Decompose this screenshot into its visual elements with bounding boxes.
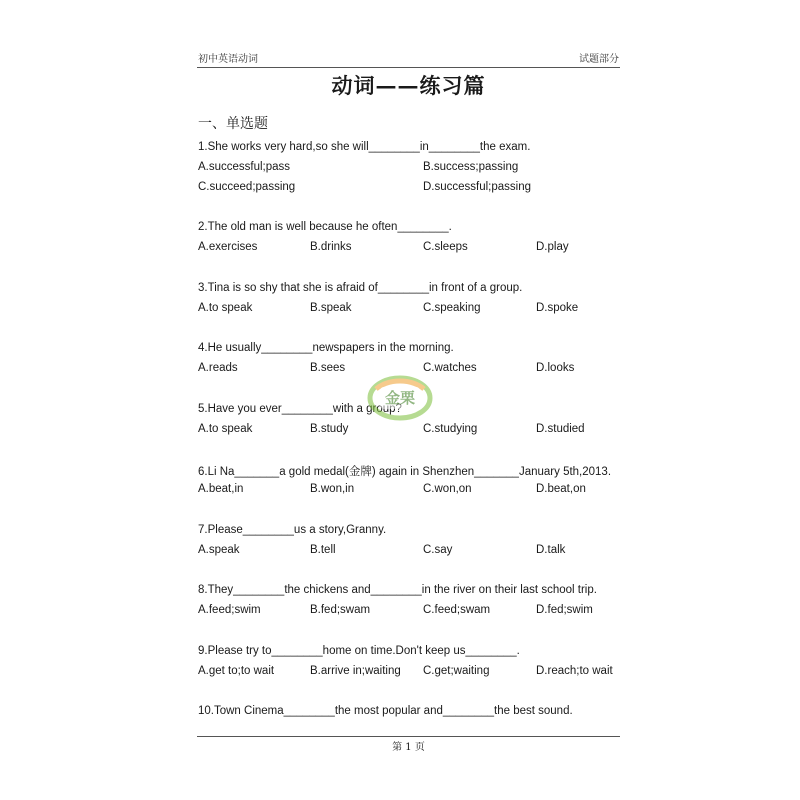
option-6b: B.won,in <box>310 483 355 495</box>
question-10: 10.Town Cinema________the most popular and________the best sound. <box>198 705 573 717</box>
option-3c: C.speaking <box>423 302 481 314</box>
question-4: 4.He usually________newspapers in the morning. <box>198 342 454 354</box>
option-1c: C.succeed;passing <box>198 181 296 193</box>
question-6: 6.Li Na_______a gold medal(金牌) again in Shenzhen_______January 5th,2013. <box>198 466 612 478</box>
watermark-logo <box>366 375 434 421</box>
option-2c: C.sleeps <box>423 241 468 253</box>
option-9a: A.get to;to wait <box>198 665 275 677</box>
option-2a: A.exercises <box>198 241 258 253</box>
page-number: 第 1 页 <box>392 742 425 753</box>
option-9c: C.get;waiting <box>423 665 490 677</box>
option-8a: A.feed;swim <box>198 604 261 616</box>
option-9b: B.arrive in;waiting <box>310 665 401 677</box>
option-5d: D.studied <box>536 423 585 435</box>
option-4b: B.sees <box>310 362 346 374</box>
header-left: 初中英语动词 <box>198 54 258 65</box>
option-8c: C.feed;swam <box>423 604 491 616</box>
question-9: 9.Please try to________home on time.Don't keep us________. <box>198 645 520 657</box>
option-7a: A.speak <box>198 544 240 556</box>
option-7d: D.talk <box>536 544 566 556</box>
option-4c: C.watches <box>423 362 477 374</box>
option-6d: D.beat,on <box>536 483 586 495</box>
option-1b: B.success;passing <box>423 161 519 173</box>
watermark-text: 金栗 <box>384 389 415 407</box>
option-7c: C.say <box>423 544 453 556</box>
option-5c: C.studying <box>423 423 478 435</box>
option-8d: D.fed;swim <box>536 604 593 616</box>
option-1a: A.successful;pass <box>198 161 291 173</box>
option-3d: D.spoke <box>536 302 579 314</box>
header-right: 试题部分 <box>579 54 619 65</box>
question-5: 5.Have you ever________with a group? <box>198 403 402 415</box>
question-1: 1.She works very hard,so she will________in________the exam. <box>198 141 531 153</box>
question-2: 2.The old man is well because he often________. <box>198 221 452 233</box>
option-2d: D.play <box>536 241 569 253</box>
question-3: 3.Tina is so shy that she is afraid of________in front of a group. <box>198 282 523 294</box>
option-1d: D.successful;passing <box>423 181 532 193</box>
header-rule <box>197 67 620 68</box>
question-8: 8.They________the chickens and________in the river on their last school trip. <box>198 584 597 596</box>
option-2b: B.drinks <box>310 241 352 253</box>
option-4d: D.looks <box>536 362 575 374</box>
question-7: 7.Please________us a story,Granny. <box>198 524 387 536</box>
option-4a: A.reads <box>198 362 238 374</box>
option-5a: A.to speak <box>198 423 253 435</box>
page-title: 动词——练习篇 <box>331 73 486 98</box>
footer-rule <box>197 736 620 737</box>
option-9d: D.reach;to wait <box>536 665 613 677</box>
option-8b: B.fed;swam <box>310 604 371 616</box>
option-7b: B.tell <box>310 544 336 556</box>
option-5b: B.study <box>310 423 349 435</box>
section-title: 一、单选题 <box>198 116 268 132</box>
option-6c: C.won,on <box>423 483 472 495</box>
option-3a: A.to speak <box>198 302 253 314</box>
option-6a: A.beat,in <box>198 483 244 495</box>
option-3b: B.speak <box>310 302 352 314</box>
